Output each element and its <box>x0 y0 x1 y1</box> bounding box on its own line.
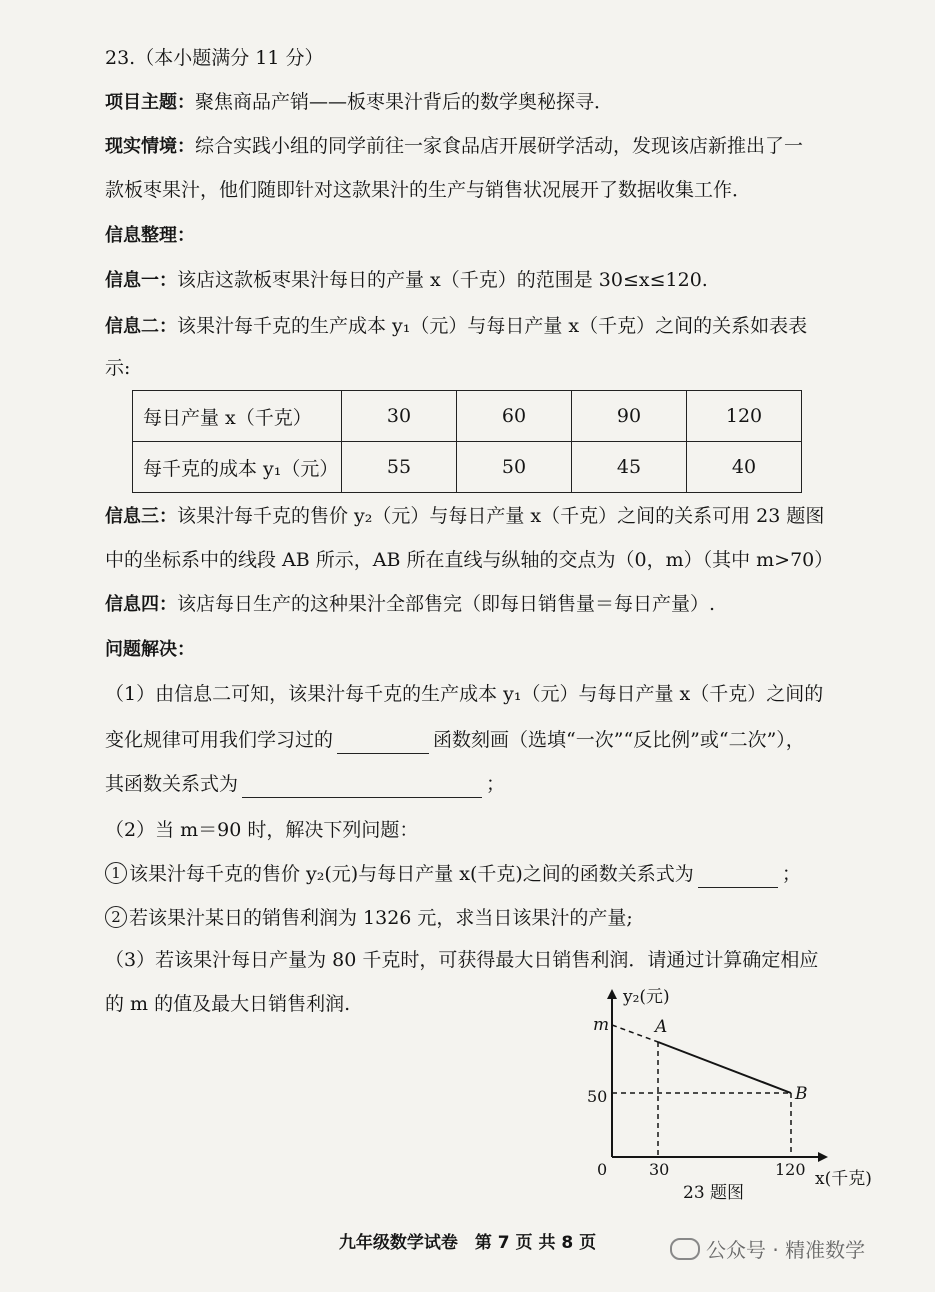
table-cell: 40 <box>687 442 802 493</box>
x-axis-label: x(千克) <box>815 1169 872 1189</box>
q1-line-2 <box>105 726 805 754</box>
label-b: B <box>795 1084 808 1104</box>
table-cell: 55 <box>342 442 457 493</box>
info2-line-1 <box>105 312 807 341</box>
theme-text: 聚焦商品产销——板枣果汁背后的数学奥秘探寻． <box>195 91 614 113</box>
table-header-cell: 每千克的成本 y₁（元） <box>133 442 342 493</box>
info3-line-2: 中的坐标系中的线段 AB 所示，AB 所在直线与纵轴的交点为（0，m）（其中 m>70） <box>105 549 834 571</box>
table-cell: 45 <box>572 442 687 493</box>
context-line-1 <box>105 132 803 161</box>
context-text-1: 综合实践小组的同学前往一家食品店开展研学活动，发现该店新推出了一 <box>195 135 804 157</box>
label-50: 50 <box>587 1087 608 1106</box>
answer-blank-price-function[interactable] <box>698 865 778 888</box>
table-cell: 90 <box>572 391 687 442</box>
figure-23-graph <box>575 982 895 1207</box>
info1-label: 信息一： <box>105 270 177 291</box>
q2-sub1-end: ； <box>781 863 801 885</box>
q2-sub1-line <box>105 860 801 888</box>
y-axis-label: y₂(元) <box>623 987 670 1007</box>
info1-text: 该店这款板枣果汁每日的产量 x（千克）的范围是 30≤x≤120. <box>177 269 708 291</box>
q2-sub2-line <box>105 904 633 932</box>
problem-header: 23.（本小题满分 11 分） <box>105 47 324 69</box>
circled-number-2: 2 <box>105 906 127 928</box>
label-a: A <box>655 1017 668 1037</box>
q3-line-1: （3）若该果汁每日产量为 80 千克时，可获得最大日销售利润．请通过计算确定相应 <box>105 949 819 971</box>
table-header-cell: 每日产量 x（千克） <box>133 391 342 442</box>
info4-text: 该店每日生产的这种果汁全部售完（即每日销售量＝每日产量）. <box>177 593 716 615</box>
q1-line-3b: ； <box>486 773 506 795</box>
info3-label: 信息三： <box>105 506 177 527</box>
q3-line-2: 的 m 的值及最大日销售利润. <box>105 993 351 1015</box>
info4-label: 信息四： <box>105 594 177 615</box>
watermark-text: 公众号 · 精准数学 <box>706 1238 866 1262</box>
label-origin: 0 <box>597 1160 608 1179</box>
q1-line-3a: 其函数关系式为 <box>105 773 239 795</box>
q1-line-2a: 变化规律可用我们学习过的 <box>105 729 334 751</box>
info3-text-1: 该果汁每千克的售价 y₂（元）与每日产量 x（千克）之间的关系可用 23 题图 <box>177 505 825 527</box>
answer-blank-cost-function[interactable] <box>242 775 482 798</box>
label-m: m <box>593 1015 610 1035</box>
table-cell: 120 <box>687 391 802 442</box>
q1-line-2b: 函数刻画（选填“一次”“反比例”或“二次”）， <box>433 729 805 751</box>
q2-sub1-text: 该果汁每千克的售价 y₂(元)与每日产量 x(千克)之间的函数关系式为 <box>129 863 694 885</box>
context-label: 现实情境： <box>105 136 195 157</box>
answer-blank-function-type[interactable] <box>337 731 429 754</box>
info3-line-1 <box>105 502 824 531</box>
info2-line-2: 示: <box>105 357 131 379</box>
table-row <box>133 442 802 493</box>
q2-line-1: （2）当 m＝90 时，解决下列问题： <box>105 819 419 841</box>
page-footer: 九年级数学试卷 第 7 页 共 8 页 <box>338 1233 597 1253</box>
label-120: 120 <box>775 1160 806 1179</box>
figure-caption: 23 题图 <box>683 1183 745 1203</box>
q2-sub2-text: 若该果汁某日的销售利润为 1326 元，求当日该果汁的产量; <box>129 907 633 929</box>
info2-text-1: 该果汁每千克的生产成本 y₁（元）与每日产量 x（千克）之间的关系如表表 <box>177 315 808 337</box>
q1-line-1: （1）由信息二可知，该果汁每千克的生产成本 y₁（元）与每日产量 x（千克）之间的 <box>105 683 824 705</box>
table-cell: 50 <box>457 442 572 493</box>
table-cell: 60 <box>457 391 572 442</box>
info2-label: 信息二： <box>105 316 177 337</box>
theme-label: 项目主题： <box>105 92 195 113</box>
q1-line-3 <box>105 770 505 798</box>
table-row <box>133 391 802 442</box>
circled-number-1: 1 <box>105 862 127 884</box>
theme-line <box>105 88 613 117</box>
table-cell: 30 <box>342 391 457 442</box>
dashed-extension-m-to-a <box>612 1025 658 1042</box>
label-30: 30 <box>649 1160 670 1179</box>
context-line-2: 款板枣果汁，他们随即针对这款果汁的生产与销售状况展开了数据收集工作． <box>105 179 752 201</box>
cost-table <box>132 390 802 493</box>
info4-line <box>105 590 715 619</box>
segment-ab <box>658 1042 791 1093</box>
wechat-icon <box>670 1238 700 1260</box>
info-title: 信息整理： <box>105 225 195 246</box>
solve-title: 问题解决： <box>105 639 195 660</box>
info1-line <box>105 266 708 295</box>
watermark <box>670 1234 865 1263</box>
